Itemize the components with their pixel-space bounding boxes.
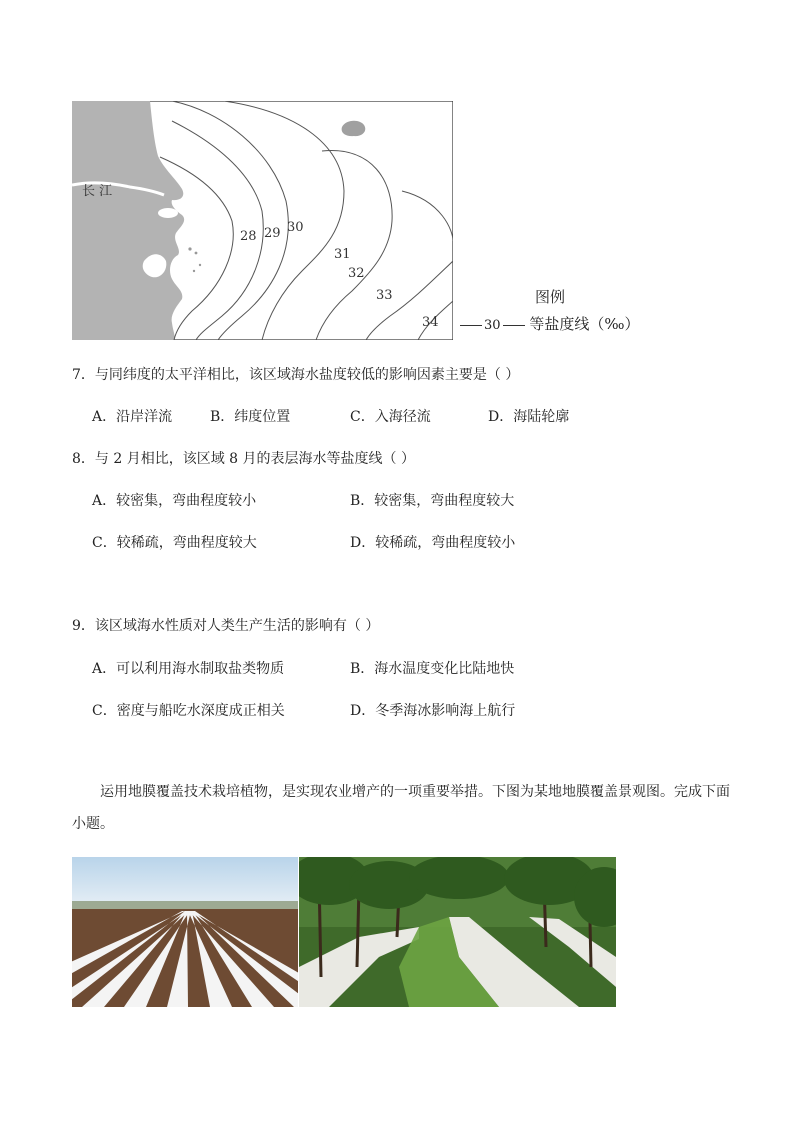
isoline-label: 32 bbox=[348, 266, 365, 281]
legend-row bbox=[460, 313, 639, 334]
salinity-map bbox=[72, 101, 453, 340]
isoline-label: 33 bbox=[376, 288, 393, 303]
option-9b: B．海水温度变化比陆地快 bbox=[350, 661, 515, 677]
isoline-label: 28 bbox=[240, 229, 257, 244]
isoline-label: 34 bbox=[422, 315, 439, 330]
passage-text: 运用地膜覆盖技术栽培植物，是实现农业增产的一项重要举措。下图为某地地膜覆盖景观图。完成下面小题。 bbox=[72, 784, 730, 832]
orchard-mulch-photo bbox=[299, 857, 616, 1007]
island-dot bbox=[195, 252, 198, 255]
isoline-label: 30 bbox=[287, 220, 304, 235]
legend-description: 等盐度线（‰） bbox=[529, 315, 640, 333]
island-dot bbox=[193, 270, 195, 272]
option-8a: A．较密集，弯曲程度较小 bbox=[92, 493, 257, 509]
option-8b: B．较密集，弯曲程度较大 bbox=[350, 493, 515, 509]
legend-title: 图例 bbox=[535, 288, 566, 306]
river-label: 长 江 bbox=[82, 184, 113, 199]
option-7b: B．纬度位置 bbox=[210, 409, 291, 425]
legend-line bbox=[460, 325, 482, 326]
island-dot bbox=[188, 247, 191, 250]
option-9a: A．可以利用海水制取盐类物质 bbox=[92, 661, 285, 677]
island-dot bbox=[199, 264, 201, 266]
question-8: 8．与 2 月相比，该区域 8 月的表层海水等盐度线（ ） bbox=[72, 451, 415, 467]
isoline-label: 29 bbox=[264, 226, 281, 241]
legend-line bbox=[503, 325, 525, 326]
option-9d: D．冬季海冰影响海上航行 bbox=[350, 703, 516, 719]
isoline-label: 31 bbox=[334, 247, 351, 262]
option-7d: D．海陆轮廓 bbox=[488, 409, 570, 425]
question-7: 7．与同纬度的太平洋相比，该区域海水盐度较低的影响因素主要是（ ） bbox=[72, 367, 520, 383]
option-7a: A．沿岸洋流 bbox=[92, 409, 173, 425]
mulch-field-photo bbox=[72, 857, 298, 1007]
question-9: 9．该区域海水性质对人类生产生活的影响有（ ） bbox=[72, 618, 380, 634]
legend-sample-value: 30 bbox=[484, 318, 501, 333]
estuary-island bbox=[158, 208, 178, 218]
option-7c: C．入海径流 bbox=[350, 409, 431, 425]
option-8c: C．较稀疏，弯曲程度较大 bbox=[92, 535, 257, 551]
option-8d: D．较稀疏，弯曲程度较小 bbox=[350, 535, 516, 551]
option-9c: C．密度与船吃水深度成正相关 bbox=[92, 703, 285, 719]
